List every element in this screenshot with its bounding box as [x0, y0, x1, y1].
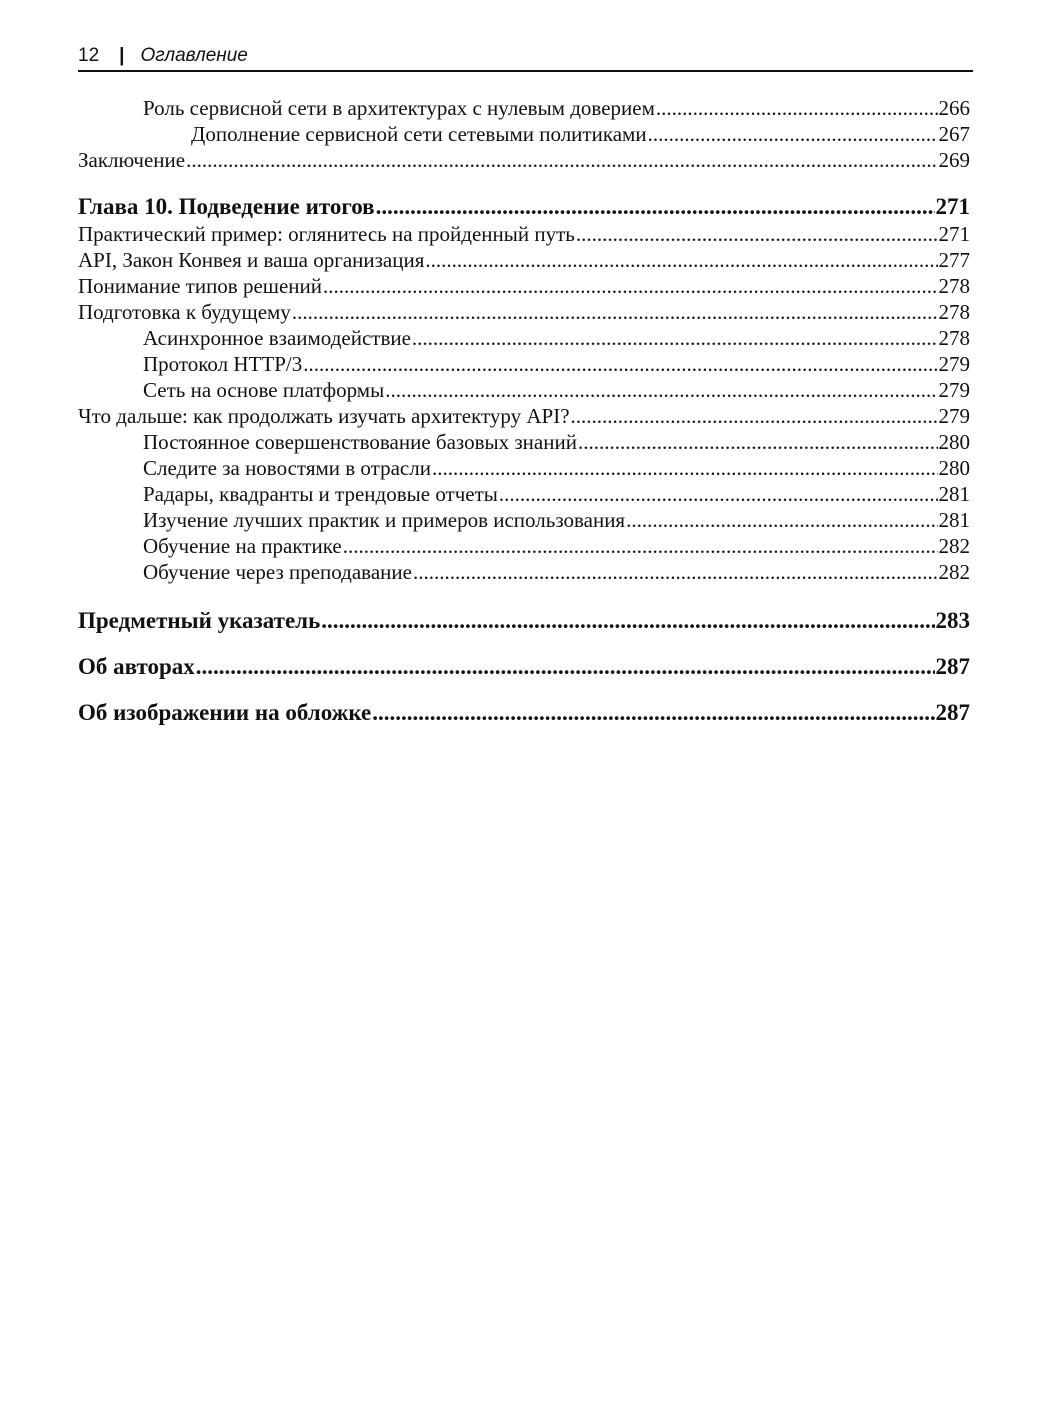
toc-entry[interactable]	[78, 533, 970, 559]
toc-entry-page: 278	[938, 300, 970, 324]
toc-entry-page: 278	[938, 326, 970, 350]
toc-entry[interactable]	[78, 299, 970, 325]
toc-entry[interactable]	[78, 95, 970, 121]
toc-entry[interactable]	[78, 559, 970, 585]
toc-entry[interactable]	[78, 403, 970, 429]
toc-entry-label: Предметный указатель	[78, 608, 321, 633]
leader-dots	[372, 699, 934, 727]
leader-dots	[413, 559, 938, 585]
leader-dots	[376, 193, 935, 221]
toc-entry-page: 271	[935, 194, 970, 219]
toc-entry-page: 282	[938, 560, 970, 584]
toc-entry-page: 280	[938, 430, 970, 454]
toc-entry-label: Протокол HTTP/3	[143, 352, 303, 376]
toc-entry[interactable]	[78, 377, 970, 403]
running-header	[78, 44, 973, 70]
toc-entry-page: 287	[935, 700, 970, 725]
toc-entry-page: 267	[938, 122, 970, 146]
page-number: 12	[78, 45, 100, 66]
toc-entry-page: 266	[938, 96, 970, 120]
toc-entry-page: 271	[938, 222, 970, 246]
section-title: Оглавление	[140, 45, 248, 66]
toc-entry-page: 281	[938, 482, 970, 506]
toc-entry[interactable]	[78, 351, 970, 377]
leader-dots	[499, 481, 938, 507]
leader-dots	[343, 533, 938, 559]
leader-dots	[186, 147, 937, 173]
leader-dots	[196, 653, 935, 681]
toc-entry-label: Подготовка к будущему	[78, 300, 291, 324]
toc-back-matter-entry[interactable]	[78, 653, 970, 681]
toc-entry-label: Обучение на практике	[143, 534, 342, 558]
leader-dots	[412, 325, 938, 351]
toc-entry-label: Дополнение сервисной сети сетевыми политиками	[191, 122, 647, 146]
toc-entry-page: 277	[938, 248, 970, 272]
toc-entry-label: Об изображении на обложке	[78, 700, 372, 725]
leader-dots	[321, 607, 934, 635]
toc-entry[interactable]	[78, 247, 970, 273]
toc-entry-label: Изучение лучших практик и примеров использования	[143, 508, 626, 532]
toc-entry-page: 287	[935, 654, 970, 679]
toc-entry[interactable]	[78, 481, 970, 507]
leader-dots	[571, 403, 938, 429]
toc-entry-label: Роль сервисной сети в архитектурах с нулевым доверием	[143, 96, 655, 120]
toc-entry-label: Об авторах	[78, 654, 195, 679]
leader-dots	[432, 455, 938, 481]
toc-entry[interactable]	[78, 325, 970, 351]
toc-entry-page: 279	[938, 404, 970, 428]
leader-dots	[626, 507, 937, 533]
leader-dots	[648, 121, 938, 147]
header-rule	[78, 70, 973, 72]
toc-entry[interactable]	[78, 507, 970, 533]
toc-entry[interactable]	[78, 121, 970, 147]
leader-dots	[303, 351, 937, 377]
toc-entry[interactable]	[78, 273, 970, 299]
toc-entry[interactable]	[78, 455, 970, 481]
toc-entry-page: 278	[938, 274, 970, 298]
toc-entry-label: Постоянное совершенствование базовых знаний	[143, 430, 577, 454]
toc-entry-label: Асинхронное взаимодействие	[143, 326, 411, 350]
toc-entry-label: Заключение	[78, 148, 186, 172]
toc-entry-label: Практический пример: оглянитесь на пройденный путь	[78, 222, 575, 246]
header-separator: |	[119, 45, 125, 66]
leader-dots	[656, 95, 938, 121]
table-of-contents	[78, 95, 970, 727]
toc-entry-label: API, Закон Конвея и ваша организация	[78, 248, 425, 272]
toc-entry-page: 283	[935, 608, 970, 633]
toc-entry-label: Следите за новостями в отрасли	[143, 456, 431, 480]
leader-dots	[576, 221, 938, 247]
toc-entry-page: 269	[938, 148, 970, 172]
toc-back-matter-entry[interactable]	[78, 607, 970, 635]
toc-back-matter-entry[interactable]	[78, 699, 970, 727]
leader-dots	[578, 429, 938, 455]
toc-chapter-heading[interactable]	[78, 193, 970, 221]
toc-entry[interactable]	[78, 147, 970, 173]
toc-entry-label: Понимание типов решений	[78, 274, 323, 298]
leader-dots	[323, 273, 937, 299]
leader-dots	[292, 299, 938, 325]
toc-entry-page: 282	[938, 534, 970, 558]
leader-dots	[385, 377, 937, 403]
toc-entry-label: Сеть на основе платформы	[143, 378, 385, 402]
toc-entry-label: Что дальше: как продолжать изучать архитектуру API?	[78, 404, 570, 428]
leader-dots	[425, 247, 937, 273]
toc-entry-page: 279	[938, 352, 970, 376]
toc-entry-label: Обучение через преподавание	[143, 560, 412, 584]
toc-entry-page: 281	[938, 508, 970, 532]
toc-entry[interactable]	[78, 221, 970, 247]
toc-entry-page: 279	[938, 378, 970, 402]
toc-entry-label: Глава 10. Подведение итогов	[78, 194, 375, 219]
toc-entry[interactable]	[78, 429, 970, 455]
toc-entry-page: 280	[938, 456, 970, 480]
toc-entry-label: Радары, квадранты и трендовые отчеты	[143, 482, 498, 506]
